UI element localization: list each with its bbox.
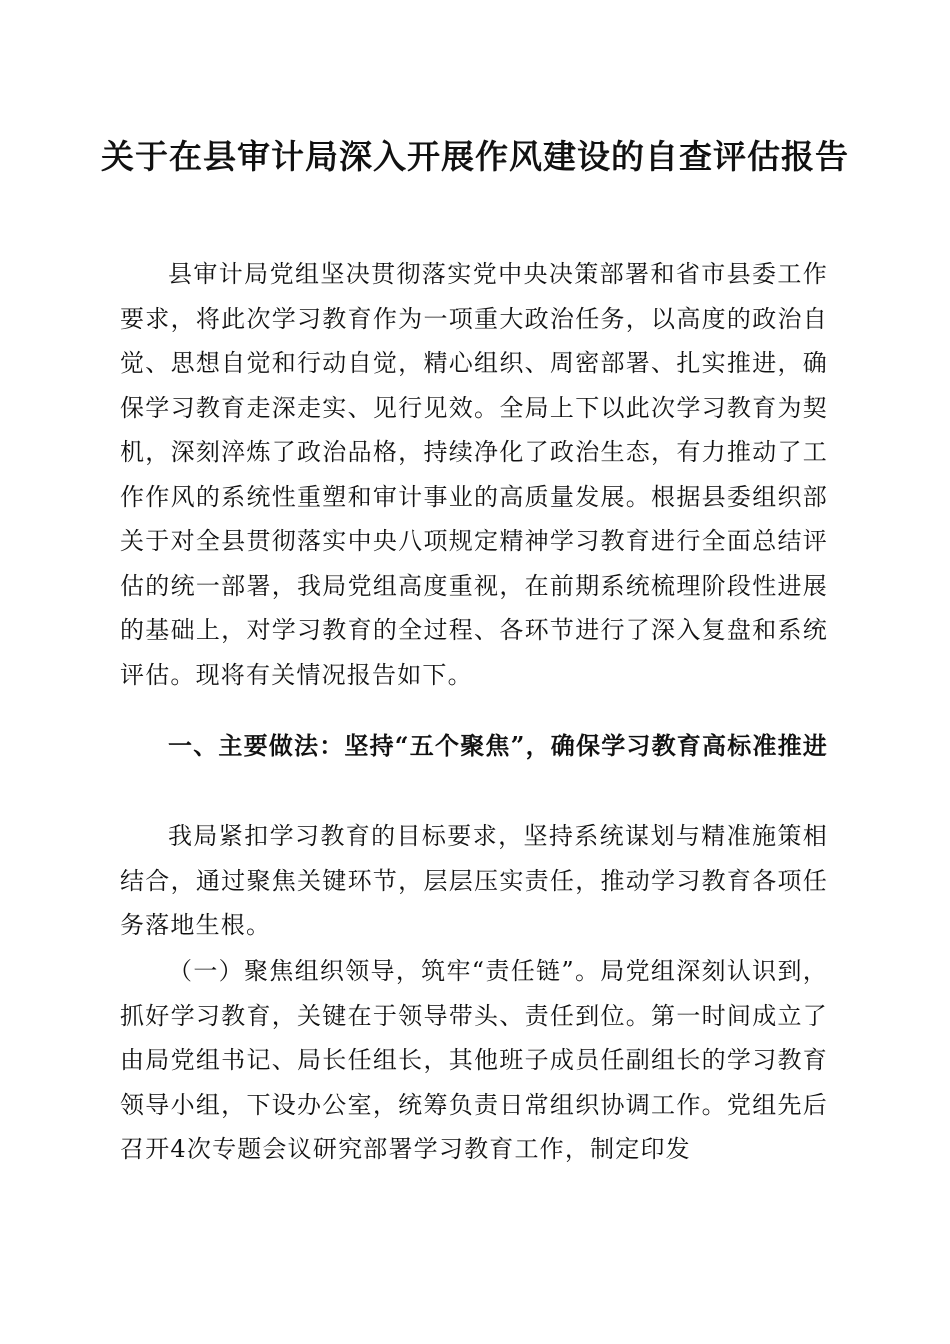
section-intro-paragraph: 我局紧扣学习教育的目标要求，坚持系统谋划与精准施策相结合，通过聚焦关键环节，层层压实责任，推动学习教育各项任务落地生根。 (120, 822, 828, 939)
section-heading: 一、主要做法：坚持“五个聚焦”，确保学习教育高标准推进 (168, 731, 829, 760)
document-title: 关于在县审计局深入开展作风建设的自查评估报告 (101, 137, 849, 176)
intro-paragraph: 县审计局党组坚决贯彻落实党中央决策部署和省市县委工作要求，将此次学习教育作为一项重大政治任务，以高度的政治自觉、思想自觉和行动自觉，精心组织、周密部署、扎实推进，确保学习教育走深走实、见行见效。全局上下以此次学习教育为契机，深刻淬炼了政治品格，持续净化了政治生态，有力推动了工作作风的系统性重塑和审计事业的高质量发展。根据县委组织部关于对全县贯彻落实中央八项规定精神学习教育进行全面总结评估的统一部署，我局党组高度重视，在前期系统梳理阶段性进展的基础上，对学习教育的全过程、各环节进行了深入复盘和系统评估。现将有关情况报告如下。 (120, 260, 828, 689)
subsection-paragraph: （一）聚焦组织领导，筑牢“责任链”。局党组深刻认识到，抓好学习教育，关键在于领导带头、责任到位。第一时间成立了由局党组书记、局长任组长，其他班子成员任副组长的学习教育领导小组，下设办公室，统筹负责日常组织协调工作。党组先后召开4次专题会议研究部署学习教育工作，制定印发 (120, 957, 828, 1163)
